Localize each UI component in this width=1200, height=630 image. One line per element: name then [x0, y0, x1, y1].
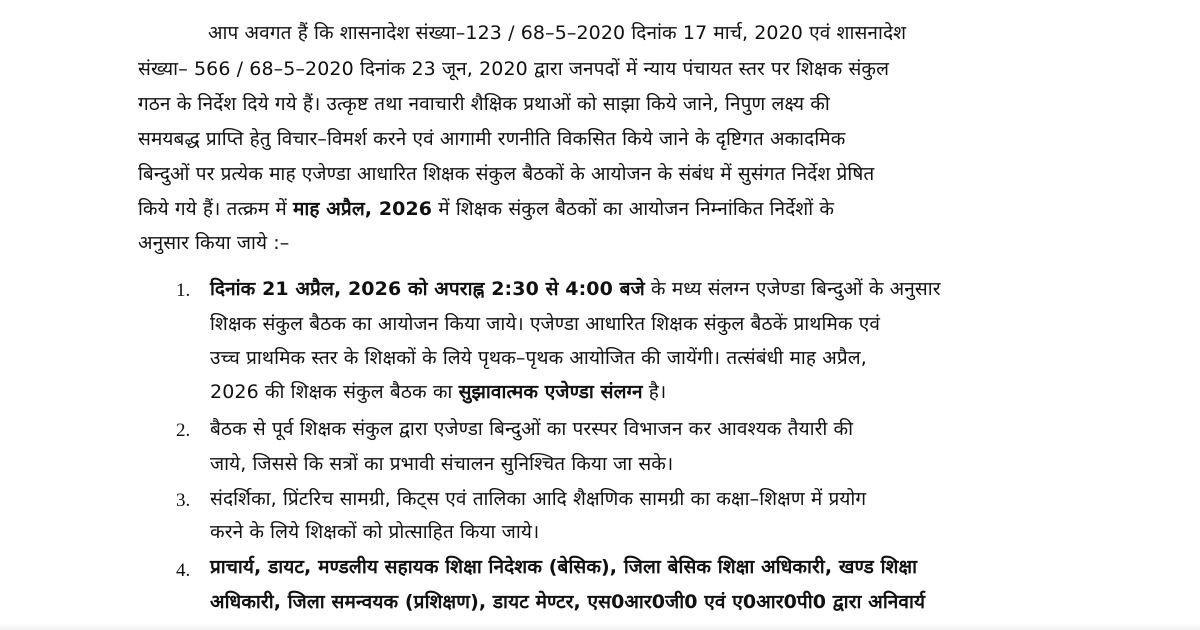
- intro-line-6: [138, 196, 834, 222]
- item-1-date-bold: दिनांक 21 अप्रैल, 2026 को अपराह्न 2:30 से 4:00 बजे: [210, 278, 645, 300]
- item-1-line-4: [210, 379, 666, 405]
- intro-line-6-text-b: में शिक्षक संकुल बैठकों का आयोजन निम्नांकित निर्देशों के: [432, 198, 835, 220]
- intro-line-2: संख्या– 566 / 68–5–2020 दिनांक 23 जून, 2020 द्वारा जनपदों में न्याय पंचायत स्तर पर शिक्षक संकुल: [138, 58, 890, 80]
- item-1-line-1-rest: के मध्य संलग्न एजेण्डा बिन्दुओं के अनुसार: [644, 278, 941, 300]
- item-1-line-4-a: 2026 की शिक्षक संकुल बैठक का: [210, 381, 459, 403]
- item-3-line-1: संदर्शिका, प्रिंटरिच सामग्री, किट्स एवं तालिका आदि शैक्षणिक सामग्री का कक्षा–शिक्षण में प्रयोग: [210, 488, 867, 510]
- intro-line-6-text-a: किये गये हैं। तत्क्रम में: [138, 198, 293, 220]
- intro-line-7: अनुसार किया जाये :–: [138, 232, 290, 254]
- item-1-line-4-b: है।: [642, 381, 667, 403]
- item-3-line-2: करने के लिये शिक्षकों को प्रोत्साहित किया जाये।: [210, 521, 540, 543]
- item-4-line-2: अधिकारी, जिला समन्वयक (प्रशिक्षण), डायट मेण्टर, एस0आर0जी0 एवं ए0आर0पी0 द्वारा अनिवार्य: [210, 591, 926, 613]
- item-1-line-1: [210, 276, 941, 302]
- item-2-number: 2.: [176, 420, 191, 441]
- intro-line-3: गठन के निर्देश दिये गये हैं। उत्कृष्ट तथा नवाचारी शैक्षिक प्रथाओं को साझा किये जाने, निपुण लक्ष्य की: [138, 93, 830, 115]
- intro-month-bold: माह अप्रैल, 2026: [293, 198, 433, 220]
- item-1-line-3: उच्च प्राथमिक स्तर के शिक्षकों के लिये पृथक–पृथक आयोजित की जायेंगी। तत्संबंधी माह अप्रैल,: [210, 347, 867, 369]
- item-1-agenda-bold: सुझावात्मक एजेण्डा संलग्न: [458, 381, 643, 403]
- item-3-number: 3.: [176, 490, 191, 511]
- intro-line-5: बिन्दुओं पर प्रत्येक माह एजेण्डा आधारित शिक्षक संकुल बैठकों के आयोजन के संबंध में सुसंगत निर्देश प्रेषित: [138, 163, 875, 185]
- item-2-line-1: बैठक से पूर्व शिक्षक संकुल द्वारा एजेण्डा बिन्दुओं का परस्पर विभाजन कर आवश्यक तैयारी की: [210, 418, 854, 440]
- item-1-line-2: शिक्षक संकुल बैठक का आयोजन किया जाये। एजेण्डा आधारित शिक्षक संकुल बैठकें प्राथमिक एवं: [210, 313, 881, 335]
- intro-line-4: समयबद्ध प्राप्ति हेतु विचार–विमर्श करने एवं आगामी रणनीति विकसित किये जाने के दृष्टिगत अकादमिक: [138, 128, 846, 150]
- intro-line-1: आप अवगत हैं कि शासनादेश संख्या–123 / 68–5–2020 दिनांक 17 मार्च, 2020 एवं शासनादेश: [208, 22, 907, 44]
- page-bottom-edge: [0, 624, 1200, 630]
- item-2-line-2: जाये, जिससे कि सत्रों का प्रभावी संचालन सुनिश्चित किया जा सके।: [210, 453, 674, 475]
- item-4-number: 4.: [176, 560, 191, 581]
- item-1-number: 1.: [176, 280, 191, 301]
- item-4-line-1: प्राचार्य, डायट, मण्डलीय सहायक शिक्षा निदेशक (बेसिक), जिला बेसिक शिक्षा अधिकारी, खण्ड शिक्षा: [210, 556, 918, 578]
